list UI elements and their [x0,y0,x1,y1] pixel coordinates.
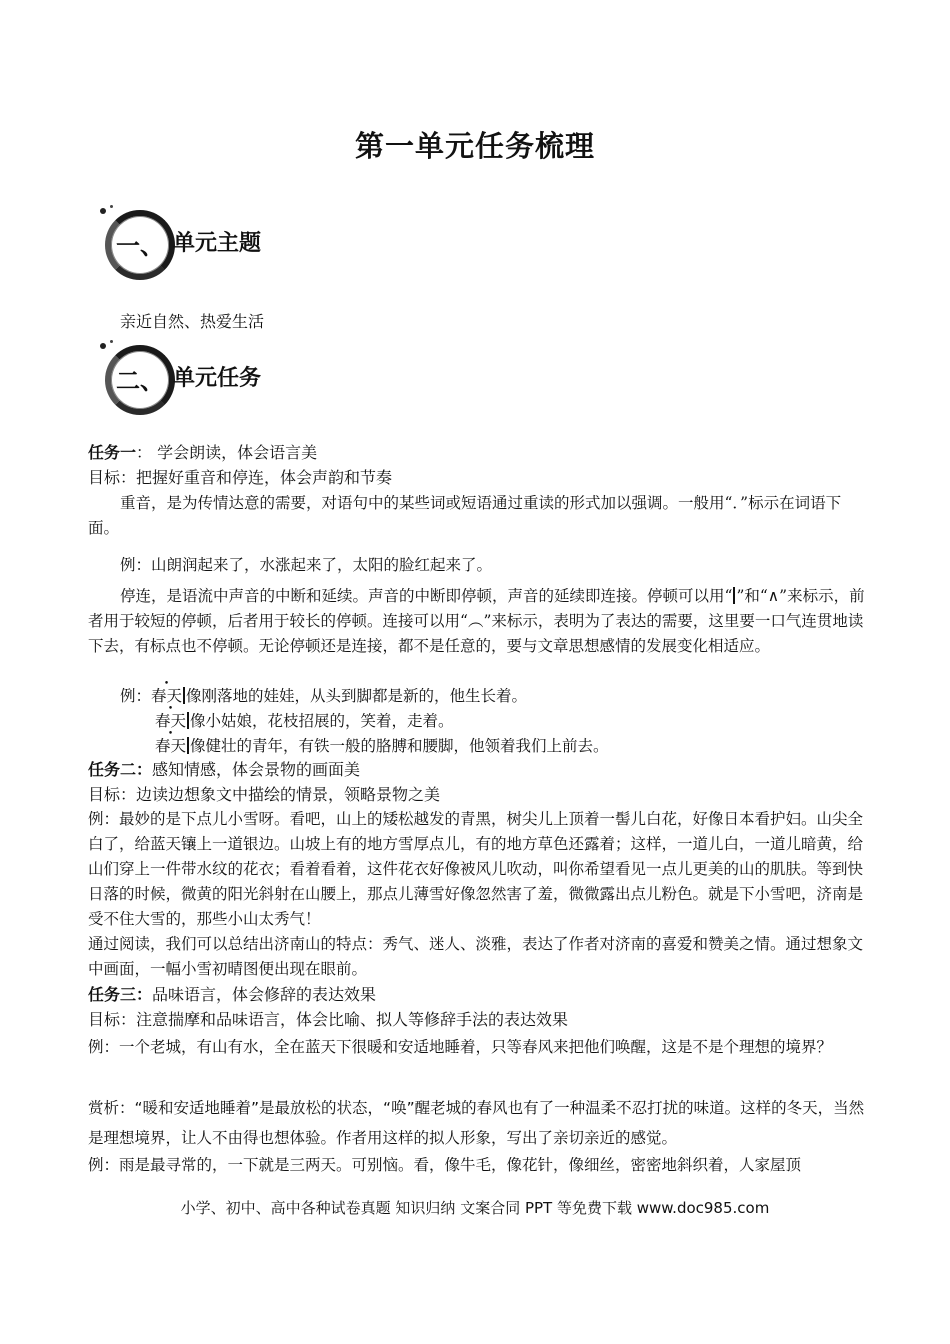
task3-heading [88,982,868,1007]
task1-heading: 任务一： 学会朗读，体会语言美 [88,443,318,462]
example-label: 例： [120,687,152,705]
spring-word: 春天 [155,737,187,755]
task2-example [88,807,878,932]
section-header-tasks [100,343,500,423]
task3-example-1: 例：一个老城，有山有水，全在蓝天下很暖和安适地睡着，只等春风来把他们唤醒，这是不是个理想的境界？ [88,1038,833,1056]
page-footer: 小学、初中、高中各种试卷真题 知识归纳 文案合同 PPT 等免费下载 www.doc985.com [180,1199,770,1217]
task3-analysis: 赏析：“暖和安适地睡着”是最放松的状态，“唤”醒老城的春风也有了一种温柔不忍打扰的味道。这样的冬天，当然是理想境界，让人不由得也想体验。作者用这样的拟人形象，写出了亲切亲近的感觉。 [88,1099,865,1147]
example-text: 像小姑娘，花枝招展的，笑着，走着。 [190,712,454,730]
goal-label: 目标： [88,785,137,804]
pause-example-line-2 [155,709,935,734]
page-title: 第一单元任务梳理 [354,129,595,163]
pause-text-1: 停连，是语流中声音的中断和延续。声音的中断即停顿，声音的延续即连接。停顿可以用“ [120,587,733,605]
pause-bar-mark [183,687,185,704]
task-label: 任务二： [88,760,153,779]
section-number: 二、 [116,367,164,395]
stress-example [120,553,900,578]
pause-text-3: ”来标示，前者用于较短的停顿，后者用于较长的停顿。连接可以用“ [88,587,865,630]
link-arc-mark: ︵ [467,612,484,630]
pause-text-4: ”来标示，表明为了表达的需要，这里要一口气连贯地读下去，有标点也不停顿。无论停顿还是连接，都不是任意的，要与文章思想感情的发展变化相适应。 [88,612,864,655]
task-heading-text: 学会朗读，体会语言美 [157,443,318,462]
brush-dot-icon [100,208,106,214]
pause-bar-mark [187,737,189,754]
goal-label: 目标： [88,468,137,487]
goal-label: 目标： [88,1010,137,1029]
spring-word: 春天 [155,712,187,730]
example-text: 最妙的是下点儿小雪呀。看吧，山上的矮松越发的青黑，树尖儿上顶着一髻儿白花，好像日本看护妇。山尖全白了，给蓝天镶上一道银边。山坡上有的地方雪厚点儿，有的地方草色还露着；这样，一道儿白，一道儿暗黄，给山们穿上一件带水纹的花衣；看着看着，这件花衣好像被风儿吹动，叫你希望看见一点儿更美的山的肌肤。等到快日落的时候，微黄的阳光斜射在山腰上，那点儿薄雪好像忽然害了羞，微微露出点儿粉色。就是下小雪吧，济南是受不住大雪的，那些小山太秀气！ [88,810,864,928]
task-label: 任务三： [88,985,153,1004]
goal-text: 注意揣摩和品味语言，体会比喻、拟人等修辞手法的表达效果 [136,1010,569,1029]
spring-word: 春天 [151,687,183,705]
example-text: 像刚落地的娃娃，从头到脚都是新的，他生长着。 [186,687,528,705]
task1-goal [88,465,868,490]
goal-text: 把握好重音和停连，体会声韵和节奏 [136,468,393,487]
pause-example-line-3 [155,734,935,759]
pause-bar-mark [187,712,189,729]
example-label: 例： [88,810,120,828]
pause-caret-mark: ∧ [767,587,780,605]
section-header-theme [100,208,500,288]
pause-example-line-1 [120,684,900,709]
stress-paragraph: 重音，是为传情达意的需要，对语句中的某些词或短语通过重读的形式加以强调。一般用“．”标示在词语下面。 [88,494,842,537]
brush-dot-icon [110,205,113,208]
task2-heading [88,757,868,782]
task2-goal [88,782,868,807]
task2-summary: 通过阅读，我们可以总结出济南山的特点：秀气、迷人、淡雅，表达了作者对济南的喜爱和赞美之情。通过想象文中画面，一幅小雪初晴图便出现在眼前。 [88,935,864,978]
pause-paragraph [88,584,868,659]
section-number: 一、 [116,232,164,260]
task-label: 任务一 [88,443,137,462]
goal-text: 边读边想象文中描绘的情景，领略景物之美 [136,785,441,804]
example-text: 山朗润起来了，水涨起来了，太阳的脸红起来了。 [151,556,493,574]
brush-dot-icon [100,343,106,349]
task-heading-text: 感知情感，体会景物的画面美 [152,760,361,779]
task-heading-text: 品味语言，体会修辞的表达效果 [152,985,377,1004]
pause-text-2: ”和“ [736,587,768,605]
section-title: 单元任务 [173,366,262,391]
unit-theme-text: 亲近自然、热爱生活 [120,312,265,331]
example-label: 例： [120,556,152,574]
task3-example-2: 例：雨是最寻常的，一下就是三两天。可别恼。看，像牛毛，像花针，像细丝，密密地斜织着，人家屋顶 [88,1156,802,1174]
task3-goal [88,1007,868,1032]
section-title: 单元主题 [173,231,262,256]
example-text: 像健壮的青年，有铁一般的胳膊和腰脚，他领着我们上前去。 [190,737,609,755]
brush-dot-icon [110,340,113,343]
